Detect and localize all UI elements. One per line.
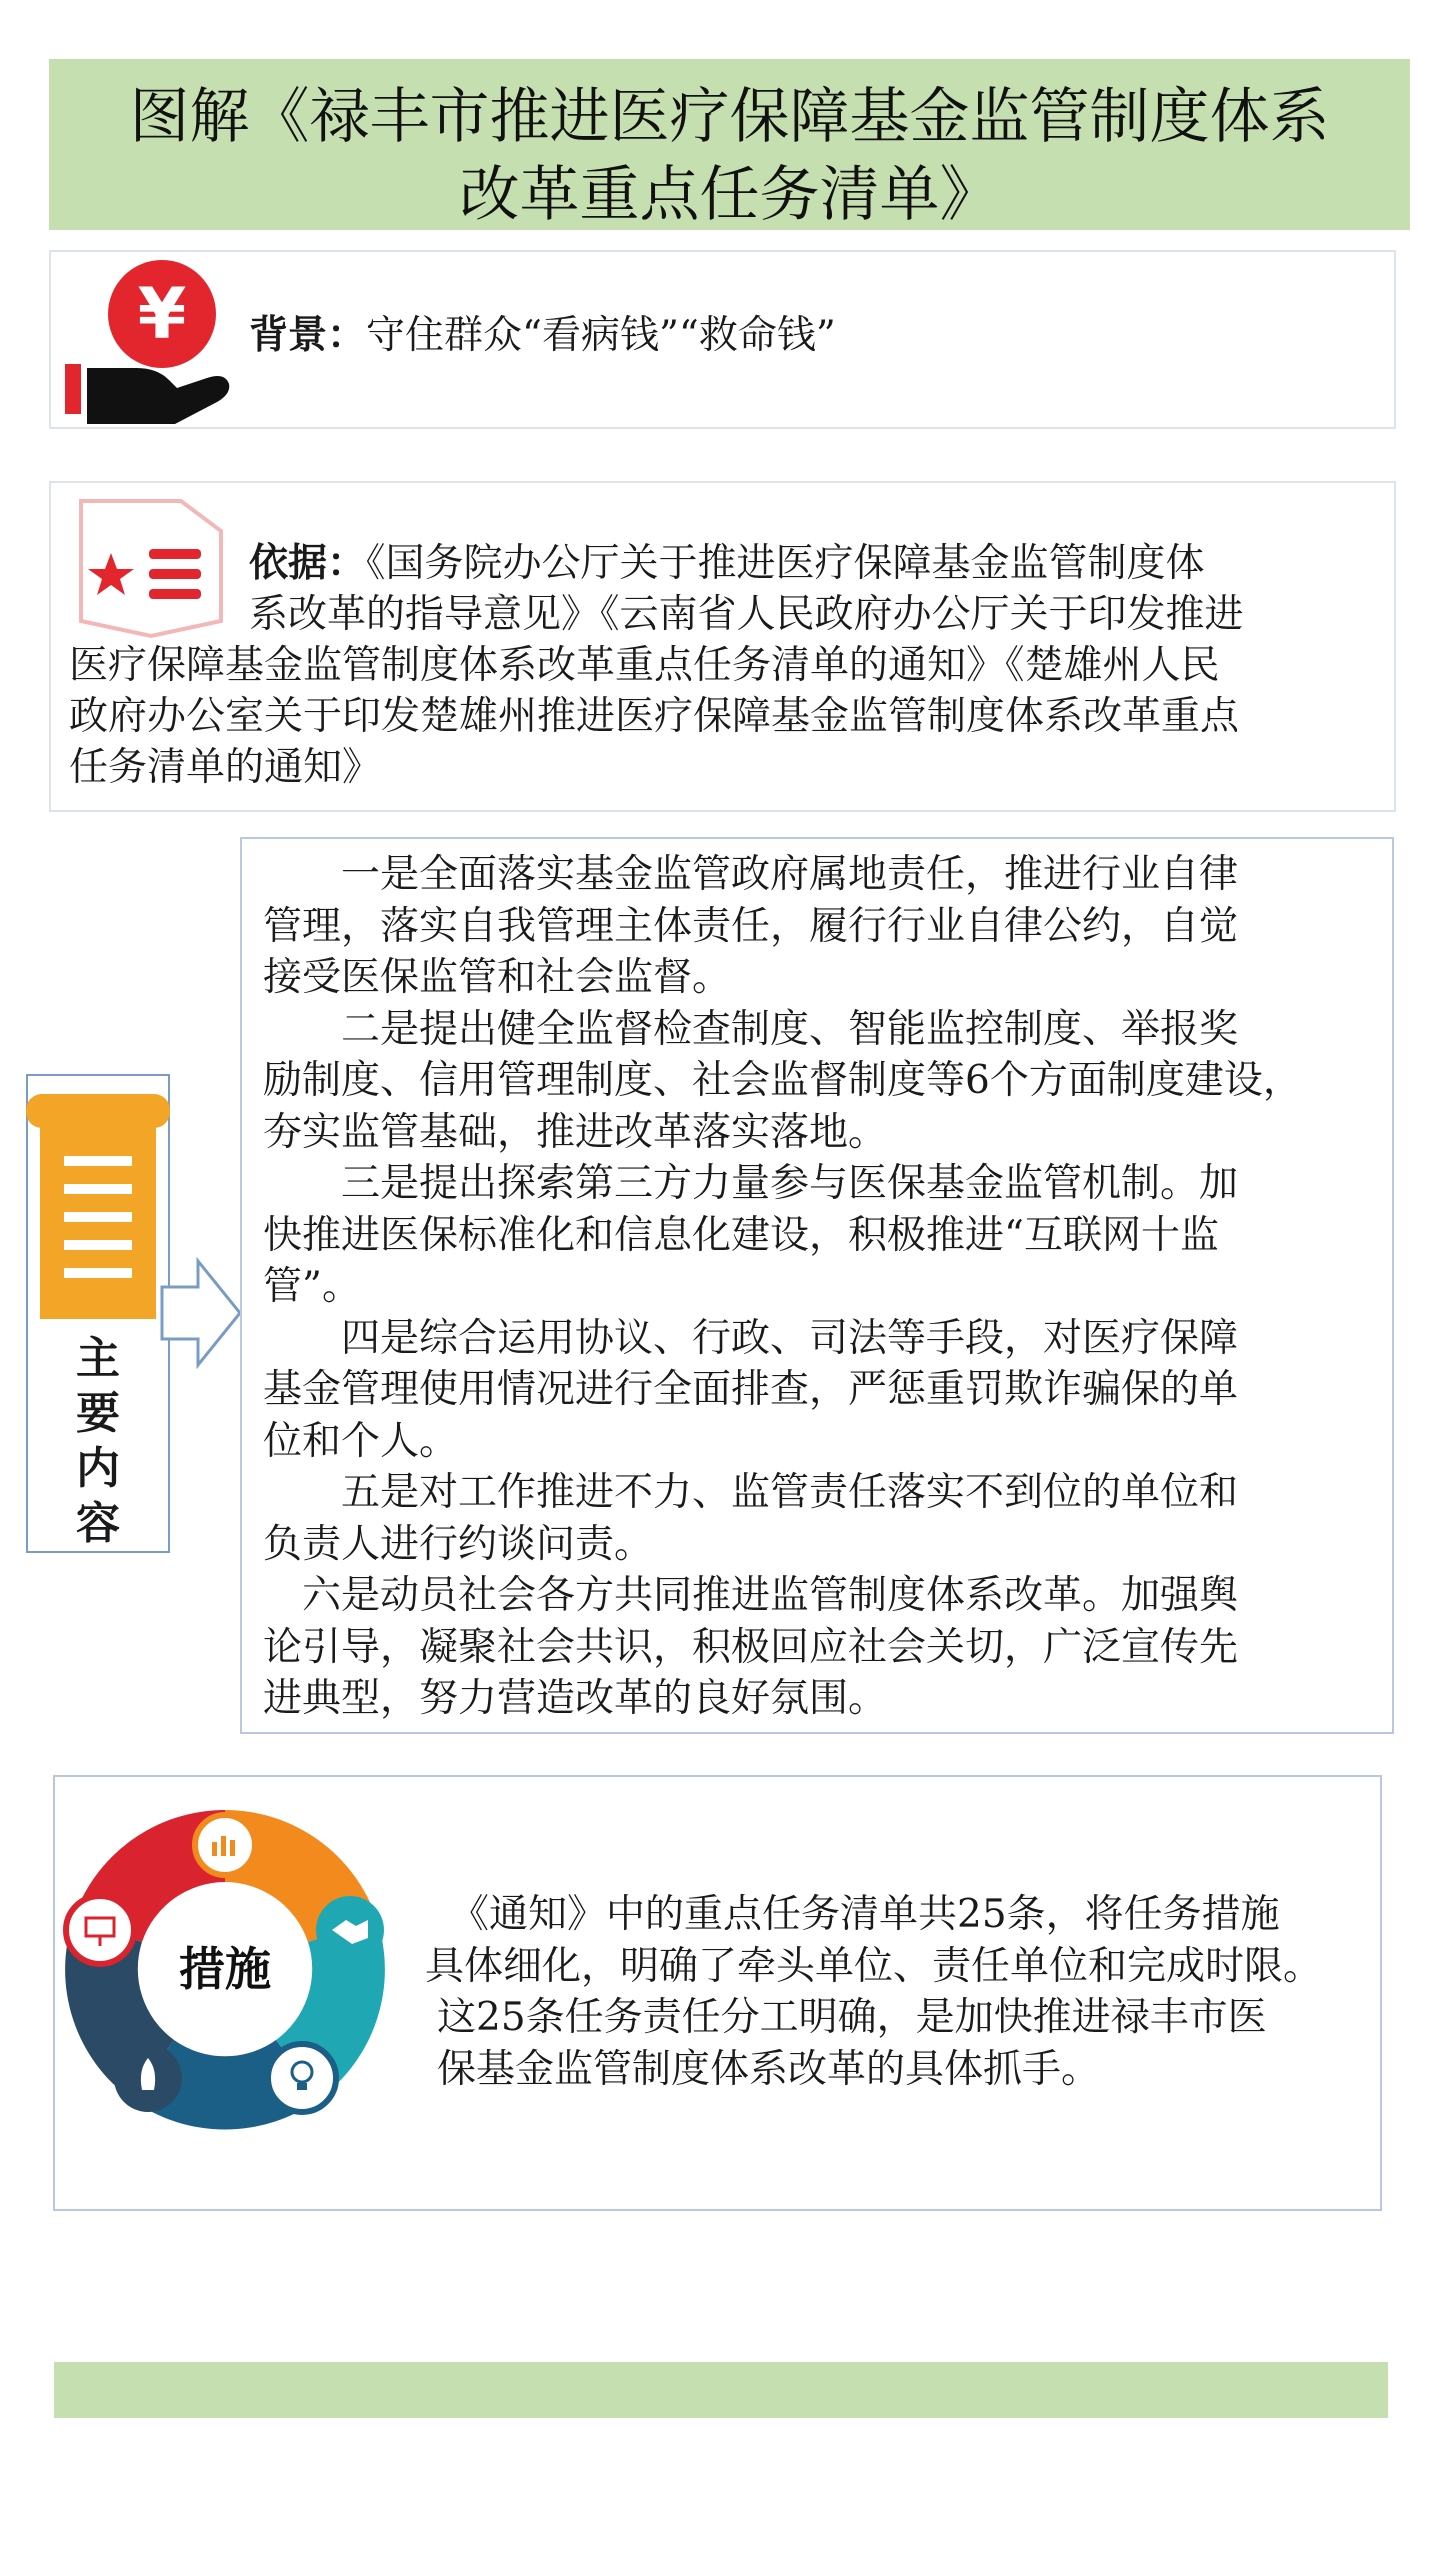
main-content-text [263,849,1383,1725]
basis-line: 政府办公室关于印发楚雄州推进医疗保障基金监管制度体系改革重点 [69,694,1240,739]
content-line: 论引导，凝聚社会共识，积极回应社会关切，广泛宣传先 [263,1624,1239,1670]
content-line: 接受医保监管和社会监督。 [263,955,732,1000]
basis-section [49,481,1396,812]
content-line: 一是全面落实基金监管政府属地责任，推进行业自律 [263,852,1239,897]
background-section [49,250,1396,429]
presentation-icon [66,1896,134,1964]
content-line: 三是提出探索第三方力量参与医保基金监管机制。加 [263,1161,1239,1206]
main-content-side-label [26,1074,170,1553]
page-title-line2: 改革重点任务清单》 [459,160,1000,230]
basis-line: 《国务院办公厅关于推进医疗保障基金监管制度体 [366,541,1205,586]
bottom-bar [54,2362,1388,2418]
content-line: 位和个人。 [263,1418,459,1464]
content-line: 负责人进行约谈问责。 [263,1521,654,1567]
content-line: 五是对工作推进不力、监管责任落实不到位的单位和 [263,1470,1239,1515]
arrow-right-icon [160,1257,244,1369]
measures-label: 措施 [179,1942,271,1996]
basis-line: 任务清单的通知》 [69,745,382,790]
content-line: 六是动员社会各方共同推进监管制度体系改革。加强舆 [263,1573,1239,1618]
money-hand-icon [57,256,247,426]
basis-line: 系改革的指导意见》《云南省人民政府办公厅关于印发推进 [249,592,1244,637]
content-line: 快推进医保标准化和信息化建设，积极推进“互联网十监 [263,1212,1219,1258]
content-line: 夯实监管基础，推进改革落实落地。 [263,1109,888,1155]
page-title-line1: 图解《禄丰市推进医疗保障基金监管制度体系 [129,82,1330,152]
background-text [249,304,836,360]
measures-text [425,1889,1385,2095]
handshake-icon [316,1896,384,1964]
main-content-label [28,1331,168,1551]
main-content-section [240,837,1394,1734]
title-banner [49,59,1410,230]
basis-label: 依据： [249,540,367,586]
content-line: 励制度、信用管理制度、社会监督制度等6个方面制度建设， [263,1058,1302,1103]
content-line: 二是提出健全监督检查制度、智能监控制度、举报奖 [263,1006,1239,1052]
content-line: 基金管理使用情况进行全面排查，严惩重罚欺诈骗保的单 [263,1367,1239,1412]
measures-section [53,1775,1382,2211]
measures-line: 《通知》中的重点任务清单共25条，将任务措施 [450,1892,1280,1937]
rocket-icon [114,2044,182,2112]
label-char: 容 [76,1498,120,1549]
content-line: 四是综合运用协议、行政、司法等手段，对医疗保障 [263,1315,1239,1361]
basis-line: 医疗保障基金监管制度体系改革重点任务清单的通知》《楚雄州人民 [69,643,1220,688]
scroll-list-icon [26,1094,170,1324]
background-label: 背景： [249,312,367,358]
measures-cycle-diagram [50,1800,400,2140]
background-content: 守住群众“看病钱”“救命钱” [366,313,836,358]
bar-chart-icon [195,1815,255,1875]
content-line: 进典型，努力营造改革的良好氛围。 [263,1676,888,1721]
lightbulb-icon [268,2044,336,2112]
content-line: 管”。 [263,1264,361,1309]
measures-line: 具体细化，明确了牵头单位、责任单位和完成时限。 [425,1943,1323,1989]
label-char: 要 [76,1388,120,1439]
content-line: 管理，落实自我管理主体责任，履行行业自律公约，自觉 [263,903,1239,949]
measures-line: 这25条任务责任分工明确，是加快推进禄丰市医 [437,1995,1267,2040]
label-char: 内 [76,1443,120,1494]
measures-line: 保基金监管制度体系改革的具体抓手。 [437,2046,1101,2092]
label-char: 主 [76,1333,120,1384]
basis-text [69,538,1389,793]
yen-symbol: ¥ [137,273,187,355]
